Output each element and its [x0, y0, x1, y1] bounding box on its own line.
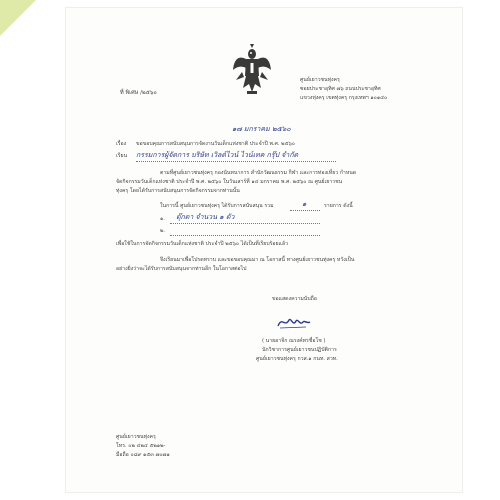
address-line-2: แขวงทุ่งครุ เขตทุ่งครุ กรุงเทพฯ ๑๐๑๔๐: [300, 95, 388, 101]
org-name: ศูนย์เยาวชนทุ่งครุ: [300, 77, 340, 83]
address-line-1: ซอยประชาอุทิศ ๗๖ ถนนประชาอุทิศ: [300, 86, 381, 92]
signer-position-1: นักวิชาการศูนย์เยาวชนปฏิบัติการ: [262, 347, 337, 353]
para2-prefix: ในการนี้ ศูนย์เยาวชนทุ่งครุ ได้รับการสนับสนุน รวม: [160, 203, 274, 209]
para2-closing: เพื่อใช้ในการจัดกิจกรรมวันเด็กแห่งชาติ ประจำปี ๒๕๖๐ ได้เป็นที่เรียบร้อยแล้ว: [116, 241, 288, 247]
closing-salutation: ขอแสดงความนับถือ: [272, 296, 317, 302]
para3-line1: จึงเรียนมาเพื่อโปรดทราบ และขอขอบคุณมา ณ โอกาสนี้ ทางศูนย์เยาวชนทุ่งครุ หวังเป็น: [160, 257, 355, 263]
signer-position-2: ศูนย์เยาวชนทุ่งครุ กวส.๑ กนท. สวท.: [256, 356, 338, 362]
garuda-emblem-icon: [232, 44, 272, 96]
count-underline: [290, 210, 320, 211]
recipient-handwritten: กรรมการผู้จัดการ บริษัท เวิลด์ไวน์ ไวน์เทค กรุ๊ป จำกัด: [136, 151, 299, 159]
handwritten-date: ๑๗ มกราคม ๒๕๖๐: [232, 125, 291, 133]
handwritten-count: ๑: [302, 200, 307, 208]
subject-text: ขอขอบคุณการสนับสนุนการจัดงานวันเด็กแห่งชาติ ประจำปี พ.ศ. ๒๕๖๐: [136, 141, 295, 147]
item-1-handwritten: ตุ๊กตา จำนวน ๑ ตัว: [176, 213, 235, 221]
document-number: ที่ พิเศษ /๒๕๖๐: [120, 90, 157, 96]
footer-org: ศูนย์เยาวชนทุ่งครุ: [116, 434, 156, 440]
subject-label: เรื่อง: [116, 141, 127, 147]
item-1-number: ๑.: [160, 216, 165, 222]
para2-suffix: รายการ ดังนี้: [324, 203, 353, 209]
para1-line2: จัดกิจกรรมวันเด็กแห่งชาติ ประจำปี พ.ศ. ๒๕๖๐ ในวันเสาร์ที่ ๑๔ มกราคม พ.ศ. ๒๕๖๐ ณ ศูนย์เยาวชน: [116, 179, 343, 185]
footer-mobile: มือถือ ๐๘๙ ๑๕๓ ๗๐๗๑: [116, 452, 170, 458]
corner-tint: [0, 0, 36, 36]
item-2-underline: [170, 235, 320, 236]
signer-name: ( นายอาจีก ณรงค์ทรชื่อโช ): [262, 338, 326, 344]
para1-line3: ทุ่งครุ โดยได้รับการสนับสนุนการจัดกิจกรรมจากท่านนั้น: [116, 188, 240, 194]
para1-line1: ตามที่ศูนย์เยาวชนทุ่งครุ กองนันทนาการ สำนักวัฒนธรรม กีฬา และการท่องเที่ยว กำหนด: [160, 170, 357, 176]
item-2-number: ๒.: [160, 228, 166, 234]
recipient-underline: [136, 161, 336, 162]
para3-line2: อย่างยิ่งว่าจะได้รับการสนับสนุนจากท่านอีก ในโอกาสต่อไป: [116, 266, 247, 272]
signature: [276, 314, 312, 330]
footer-phone: โทร. ๐๒ ๔๒๔ ๕๒๑๒-: [116, 443, 166, 449]
item-1-underline: [170, 223, 320, 224]
recipient-label: เรียน: [116, 153, 128, 159]
